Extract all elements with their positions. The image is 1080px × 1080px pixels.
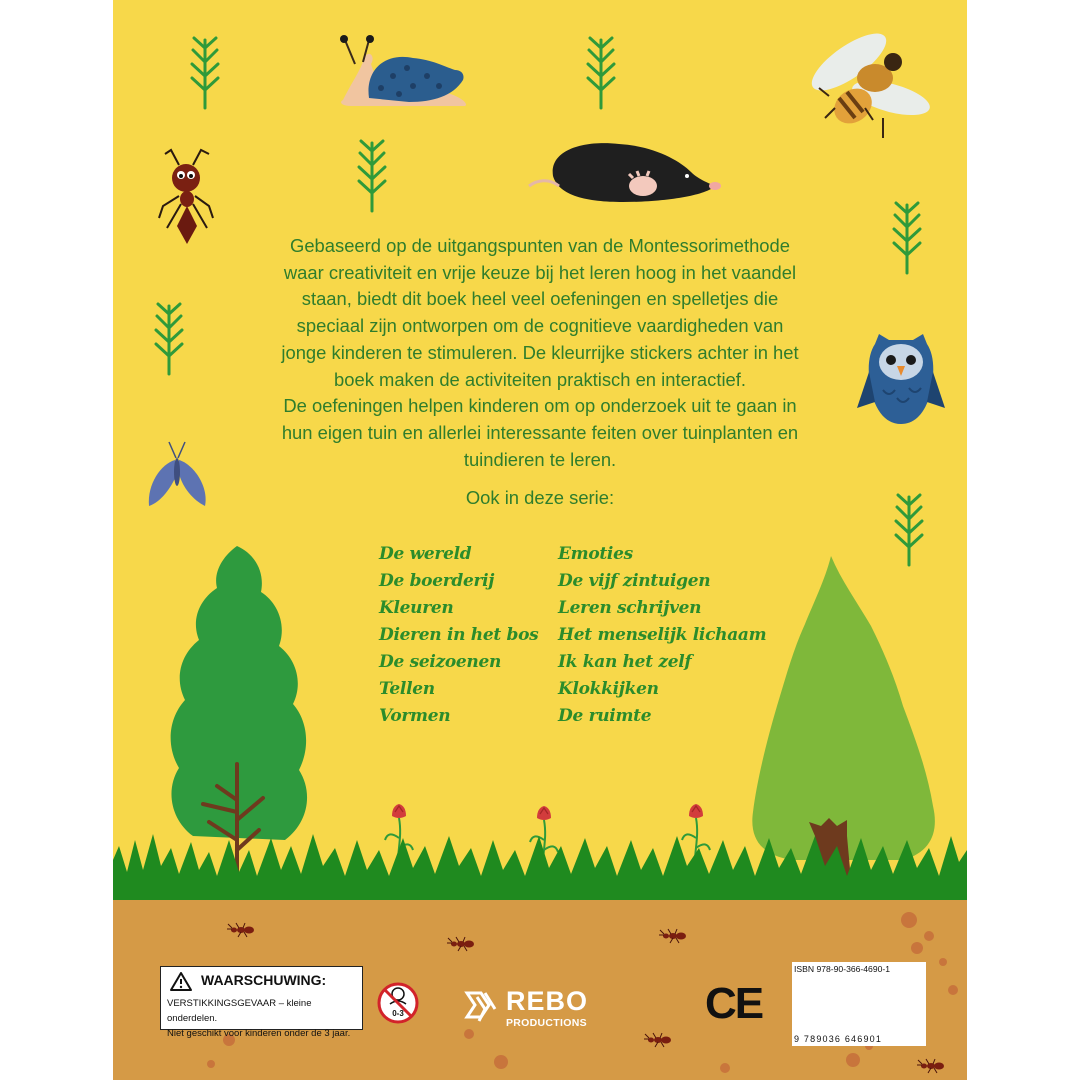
owl-illustration bbox=[857, 334, 945, 424]
blurb-line: waar creativiteit en vrije keuze bij het leren hoog in het vaandel bbox=[283, 261, 797, 283]
series-title: Tellen bbox=[379, 679, 435, 699]
series-title: Dieren in het bos bbox=[379, 625, 539, 645]
fern-illustration bbox=[894, 203, 920, 273]
series-title: Het menselijk lichaam bbox=[558, 625, 767, 645]
tree-right-illustration bbox=[752, 556, 935, 880]
blurb-line: Gebaseerd op de uitgangspunten van de Montessorimethode bbox=[290, 235, 790, 256]
series-title: Klokkijken bbox=[558, 679, 659, 699]
ce-mark-icon: CE bbox=[705, 979, 763, 1028]
mole-illustration bbox=[529, 143, 721, 202]
series-list-left bbox=[379, 541, 538, 730]
publisher-name: REBO bbox=[506, 986, 589, 1016]
series-title: Vormen bbox=[379, 706, 451, 726]
book-back-cover bbox=[113, 0, 967, 1080]
illustration-layer bbox=[113, 0, 967, 1080]
isbn-label: ISBN 978-90-366-4690-1 bbox=[794, 964, 891, 974]
warning-body bbox=[167, 996, 363, 1041]
series-title: Emoties bbox=[558, 544, 633, 564]
moth-illustration bbox=[149, 442, 206, 506]
warning-title: WAARSCHUWING: bbox=[201, 972, 327, 988]
warning-line: VERSTIKKINGSGEVAAR – kleine onderdelen. bbox=[167, 998, 312, 1024]
series-title: De wereld bbox=[379, 544, 472, 564]
series-title: De seizoenen bbox=[379, 652, 502, 672]
blurb-line: staan, biedt dit boek heel veel oefeningen en spelletjes die bbox=[301, 288, 779, 310]
back-cover-blurb bbox=[240, 233, 840, 473]
series-title: De ruimte bbox=[558, 706, 652, 726]
no-under-3-icon bbox=[379, 984, 417, 1022]
ant-illustration bbox=[159, 150, 213, 244]
blurb-line: tuindieren te leren. bbox=[463, 448, 617, 470]
series-title: De boerderij bbox=[379, 571, 495, 591]
barcode-digits: 9 789036 646901 bbox=[794, 1034, 883, 1044]
fern-illustration bbox=[359, 141, 385, 211]
publisher-subtitle: PRODUCTIONS bbox=[506, 1017, 587, 1029]
series-heading: Ook in deze serie: bbox=[465, 487, 615, 508]
warning-label bbox=[160, 966, 363, 1039]
tree-left-illustration bbox=[171, 546, 307, 890]
blurb-line: hun eigen tuin en allerlei interessante feiten over tuinplanten en bbox=[281, 421, 799, 443]
warning-line: Niet geschikt voor kinderen onder de 3 jaar. bbox=[167, 1028, 351, 1039]
barcode bbox=[792, 962, 926, 1046]
blurb-line: boek maken de activiteiten praktisch en interactief. bbox=[334, 368, 746, 390]
series-title: Leren schrijven bbox=[558, 598, 702, 618]
fern-illustration bbox=[192, 38, 218, 108]
series-list-right bbox=[558, 541, 766, 730]
fern-illustration bbox=[156, 304, 182, 374]
age-icon-label: 0-3 bbox=[392, 1009, 404, 1018]
warning-triangle-icon bbox=[169, 971, 193, 992]
snail-illustration bbox=[340, 35, 466, 106]
series-title: Kleuren bbox=[379, 598, 454, 618]
fern-illustration bbox=[896, 495, 922, 565]
series-title: Ik kan het zelf bbox=[558, 652, 692, 672]
bee-illustration bbox=[804, 24, 933, 138]
blurb-line: De oefeningen helpen kinderen om op onderzoek uit te gaan in bbox=[283, 395, 797, 417]
blurb-line: jonge kinderen te stimuleren. De kleurrijke stickers achter in het bbox=[281, 341, 799, 363]
fern-illustration bbox=[588, 38, 614, 108]
blurb-line: speciaal zijn ontworpen om de cognitieve vaardigheden van bbox=[296, 315, 784, 337]
series-title: De vijf zintuigen bbox=[558, 571, 711, 591]
